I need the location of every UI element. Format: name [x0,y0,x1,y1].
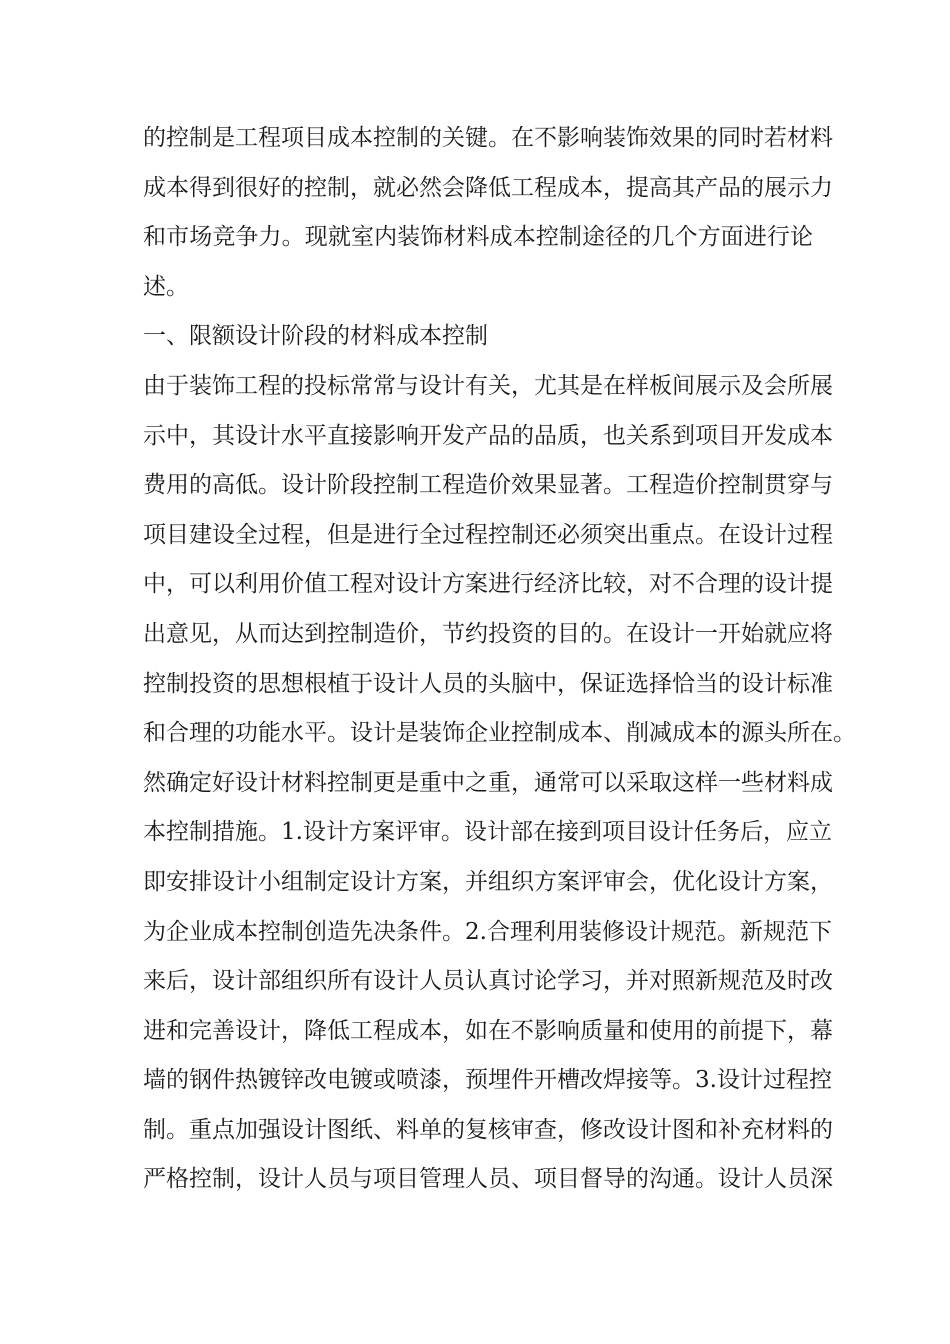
text-line: 成本得到很好的控制，就必然会降低工程成本，提高其产品的展示力 [143,174,833,201]
text-line: 即安排设计小组制定设计方案，并组织方案评审会，优化设计方案， [143,868,833,895]
text-line: 和市场竞争力。现就室内装饰材料成本控制途径的几个方面进行论 [143,224,813,251]
text-line: 本控制措施。1.设计方案评审。设计部在接到项目设计任务后，应立 [143,819,832,846]
text-line: 示中，其设计水平直接影响开发产品的品质，也关系到项目开发成本 [143,422,833,449]
text-line: 墙的钢件热镀锌改电镀或喷漆，预埋件开槽改焊接等。3.设计过程控 [143,1067,832,1094]
text-line: 中，可以利用价值工程对设计方案进行经济比较，对不合理的设计提 [143,571,833,598]
text-line: 来后，设计部组织所有设计人员认真讨论学习，并对照新规范及时改 [143,968,833,995]
text-line: 项目建设全过程，但是进行全过程控制还必须突出重点。在设计过程 [143,521,833,548]
section-heading: 一、限额设计阶段的材料成本控制 [143,323,488,350]
text-line: 费用的高低。设计阶段控制工程造价效果显著。工程造价控制贯穿与 [143,472,833,499]
text-line: 由于装饰工程的投标常常与设计有关，尤其是在样板间展示及会所展 [143,372,833,399]
text-line: 为企业成本控制创造先决条件。2.合理利用装修设计规范。新规范下 [143,918,832,945]
text-line: 然确定好设计材料控制更是重中之重，通常可以采取这样一些材料成 [143,769,833,796]
text-line: 严格控制，设计人员与项目管理人员、项目督导的沟通。设计人员深 [143,1166,833,1193]
text-line: 制。重点加强设计图纸、料单的复核审查，修改设计图和补充材料的 [143,1116,833,1143]
text-line: 控制投资的思想根植于设计人员的头脑中，保证选择恰当的设计标准 [143,670,833,697]
text-line: 的控制是工程项目成本控制的关键。在不影响装饰效果的同时若材料 [143,125,833,151]
text-line: 进和完善设计，降低工程成本，如在不影响质量和使用的前提下，幕 [143,1017,833,1044]
text-line: 出意见，从而达到控制造价，节约投资的目的。在设计一开始就应将 [143,620,833,647]
text-line: 述。 [143,273,189,300]
body-text [143,118,856,1209]
text-line: 和合理的功能水平。设计是装饰企业控制成本、削减成本的源头所在。 [143,720,856,747]
